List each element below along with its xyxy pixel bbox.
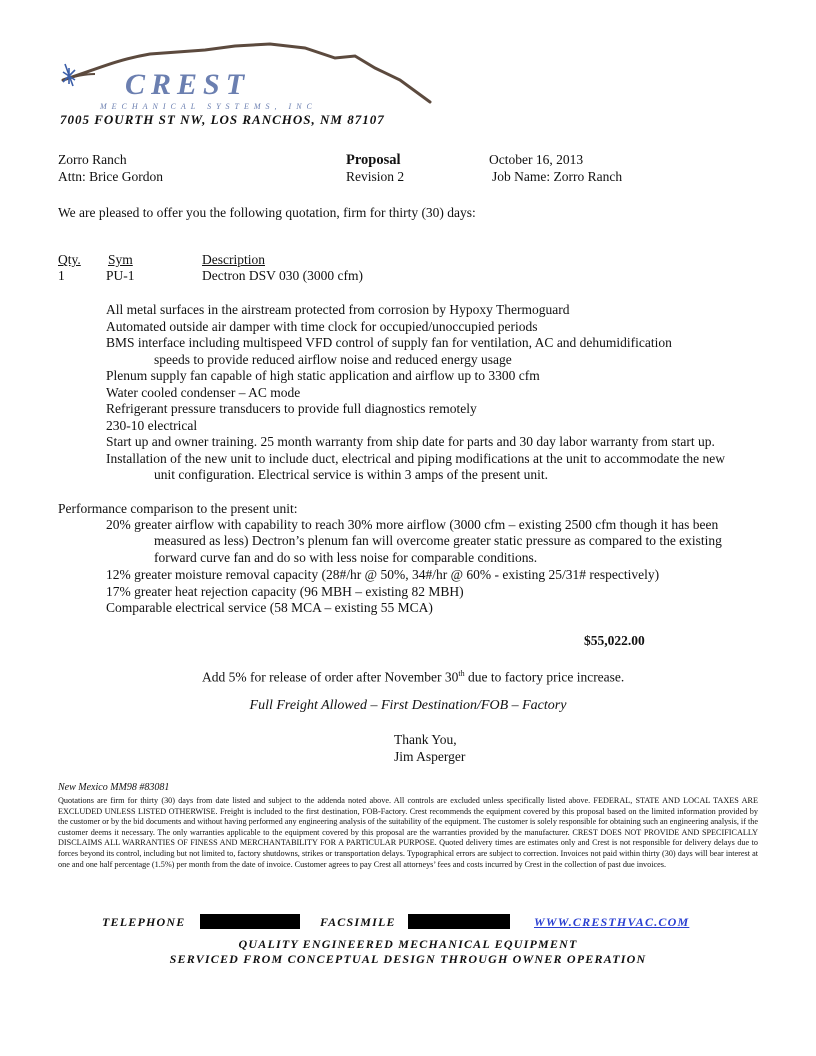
feature-line: 230-10 electrical — [106, 418, 198, 433]
website-link[interactable]: WWW.CRESTHVAC.COM — [534, 915, 690, 929]
total-price: $55,022.00 — [584, 633, 645, 648]
client-name: Zorro Ranch — [58, 152, 127, 167]
price-notice — [202, 666, 624, 686]
performance-line: Comparable electrical service (58 MCA – existing 55 MCA) — [106, 600, 433, 615]
feature-line: Installation of the new unit to include duct, electrical and piping modifications at the unit to accommodate the new — [106, 451, 725, 466]
telephone-label: TELEPHONE — [102, 915, 186, 929]
tagline-secondary: SERVICED FROM CONCEPTUAL DESIGN THROUGH OWNER OPERATION — [169, 952, 647, 966]
performance-line: forward curve fan and do so with less noise for comparable conditions. — [154, 550, 538, 565]
freight-terms: Full Freight Allowed – First Destination/FOB – Factory — [249, 698, 567, 713]
notice-text: Add 5% for release of order after November 30 — [202, 669, 459, 685]
company-subtitle: MECHANICAL SYSTEMS, INC — [100, 102, 317, 111]
performance-line: 20% greater airflow with capability to reach 30% more airflow (3000 cfm – existing 2500 cfm though it has been — [106, 517, 719, 532]
closing-thanks: Thank You, — [394, 732, 457, 747]
sym-header: Sym — [108, 252, 133, 267]
feature-line: Plenum supply fan capable of high static application and airflow up to 3300 cfm — [106, 368, 540, 383]
redacted-facsimile — [408, 914, 510, 929]
company-address: 7005 FOURTH ST NW, LOS RANCHOS, NM 87107 — [60, 112, 385, 127]
license-number: New Mexico MM98 #83081 — [58, 782, 170, 793]
description-header: Description — [202, 252, 265, 267]
document-title: Proposal — [346, 152, 401, 168]
redacted-telephone — [200, 914, 300, 929]
performance-line: measured as less) Dectron’s plenum fan will overcome greater static pressure as compared to the existing — [154, 533, 722, 548]
attention-line: Attn: Brice Gordon — [58, 169, 163, 184]
feature-line: speeds to provide reduced airflow noise and reduced energy usage — [154, 352, 512, 367]
feature-line: Start up and owner training. 25 month warranty from ship date for parts and 30 day labor warranty from start up. — [106, 434, 715, 449]
feature-line: Automated outside air damper with time clock for occupied/unoccupied periods — [106, 319, 538, 334]
notice-superscript: th — [458, 669, 465, 678]
tagline-primary: QUALITY ENGINEERED MECHANICAL EQUIPMENT — [238, 937, 578, 951]
item-description: Dectron DSV 030 (3000 cfm) — [202, 268, 363, 283]
feature-line: All metal surfaces in the airstream protected from corrosion by Hypoxy Thermoguard — [106, 302, 570, 317]
feature-line: Refrigerant pressure transducers to provide full diagnostics remotely — [106, 401, 477, 416]
item-qty: 1 — [58, 268, 65, 283]
terms-fine-print: Quotations are firm for thirty (30) days from date listed and subject to the addenda noted above. All controls are excluded unless specifically listed above. FEDERAL, STATE AND LOCAL TAXES ARE EXCLUDED UNLESS LISTED OTHERWISE. Freight is included to the first destination, FOB-Factory. Crest recommends the equipment covered by this proposal based on the limited information provided by the customer or by the bid documents and without having performed any engineering analysis of the suitability of the equipment. The customer is solely responsible for obtaining such an engineering analysis, if the customer deems it necessary. The only warranties applicable to the equipment covered by this proposal are the warranties provided by the manufacturer. CREST DOES NOT PROVIDE AND SPECIFICALLY DISCLAIMS ALL WARRANTIES OF FINESS AND MERCHANTABILITY FOR A PARTICULAR PURPOSE. Quoted delivery times are estimates only and Crest is not responsible for delivery delays due to forces beyond its control, including but not limited to, factory shutdowns, strikes or transportation delays. Typographical errors are subject to correction. Invoices not paid within thirty (30) days will bear interest at one and one half percentage (1.5%) per month from the date of invoice. Customer agrees to pay Crest all attorneys’ fees and costs incurred by Crest in the collection of past due invoices. — [58, 796, 758, 869]
revision-number: Revision 2 — [346, 169, 405, 184]
feature-line: Water cooled condenser – AC mode — [106, 385, 301, 400]
item-sym: PU-1 — [106, 268, 135, 283]
feature-line: BMS interface including multispeed VFD control of supply fan for ventilation, AC and dehumidification — [106, 335, 672, 350]
performance-line: 17% greater heat rejection capacity (96 MBH – existing 82 MBH) — [106, 584, 464, 599]
facsimile-label: FACSIMILE — [320, 915, 396, 929]
feature-line: unit configuration. Electrical service is within 3 amps of the present unit. — [154, 467, 549, 482]
proposal-date: October 16, 2013 — [489, 152, 584, 167]
performance-line: 12% greater moisture removal capacity (28#/hr @ 50%, 34#/hr @ 60% - existing 25/31# respectively) — [106, 567, 660, 582]
qty-header: Qty. — [58, 252, 81, 267]
performance-heading: Performance comparison to the present unit: — [58, 501, 298, 516]
signer-name: Jim Asperger — [394, 749, 466, 764]
intro-text: We are pleased to offer you the following quotation, firm for thirty (30) days: — [58, 205, 476, 220]
company-name: CREST — [125, 68, 251, 101]
job-name: Job Name: Zorro Ranch — [492, 169, 623, 184]
notice-text-end: due to factory price increase. — [464, 669, 625, 685]
company-logo — [55, 40, 445, 120]
